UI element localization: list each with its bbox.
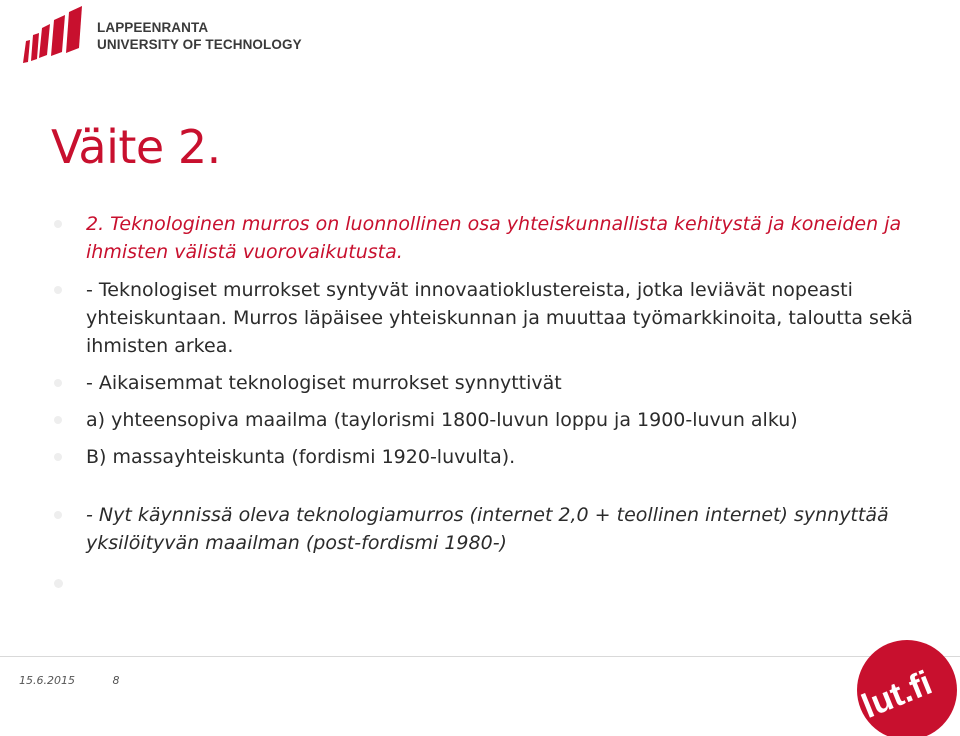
bullet-text: - Nyt käynnissä oleva teknologiamurros (internet 2,0 + teollinen internet) synnyttää yksilöityvän maailman (post-fordismi 1980-): [86, 504, 889, 554]
footer-page-number: 8: [112, 674, 120, 687]
bullet-innovation-clusters: [54, 276, 934, 360]
bullet-claim: [54, 210, 934, 266]
university-logo-text: [97, 19, 302, 53]
bullet-dot-icon: [54, 220, 62, 228]
bullet-dot-icon: [54, 453, 62, 461]
bullet-dot-icon: [54, 416, 62, 424]
slide-title: Väite 2.: [51, 120, 221, 174]
bullet-mass-society: [54, 443, 934, 471]
lut-fi-badge-icon: [839, 636, 960, 736]
logo-line-1: LAPPEENRANTA: [97, 20, 209, 35]
bullet-text: 2. Teknologinen murros on luonnollinen osa yhteiskunnallista kehitystä ja koneiden ja ihmisten välistä vuorovaikutusta.: [86, 213, 902, 263]
bullet-text: a) yhteensopiva maailma (taylorismi 1800-luvun loppu ja 1900-luvun alku): [86, 409, 798, 431]
bullet-dot-icon: [54, 379, 62, 387]
bullet-text: B) massayhteiskunta (fordismi 1920-luvulta).: [86, 446, 516, 468]
slide-content: [54, 210, 934, 597]
bullet-current-disruption: [54, 501, 934, 557]
bullet-compatible-world: [54, 406, 934, 434]
logo-line-2: UNIVERSITY OF TECHNOLOGY: [97, 37, 302, 52]
bullet-text: - Aikaisemmat teknologiset murrokset synnyttivät: [86, 372, 562, 394]
footer-date: 15.6.2015: [19, 674, 75, 687]
bullet-previous-disruptions: [54, 369, 934, 397]
bullet-dot-icon: [54, 579, 63, 588]
lut-wing-logo-icon: [18, 2, 90, 64]
slide-footer: [19, 674, 119, 687]
bullet-text: - Teknologiset murrokset syntyvät innovaatioklustereista, jotka leviävät nopeasti yhteiskuntaan. Murros läpäisee yhteiskunnan ja muuttaa työmarkkinoita, taloutta sekä ihmisten arkea.: [86, 279, 913, 357]
bullet-dot-icon: [54, 286, 62, 294]
bullet-empty: [54, 569, 934, 597]
bullet-dot-icon: [54, 511, 62, 519]
footer-divider: [0, 656, 960, 657]
lut-fi-badge-text: lut.fi: [856, 663, 938, 726]
